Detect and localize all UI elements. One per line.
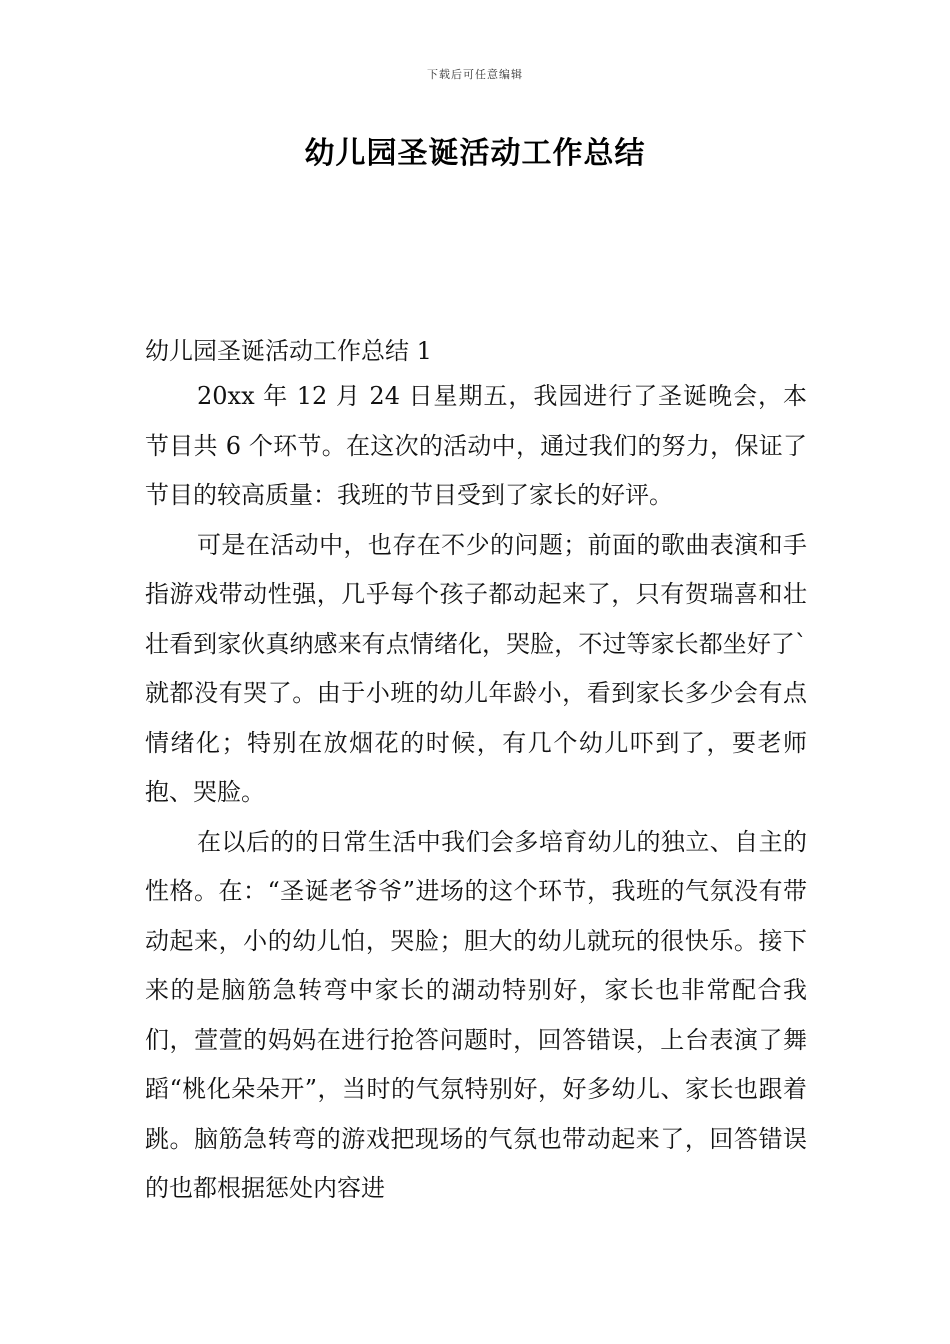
paragraph-2: 可是在活动中，也存在不少的问题；前面的歌曲表演和手指游戏带动性强，几乎每个孩子都动起来了，只有贺瑞喜和壮壮看到家伙真纳感来有点情绪化，哭脸，不过等家长都坐好了`就都没有哭了。由于小班的幼儿年龄小，看到家长多少会有点情绪化；特别在放烟花的时候，有几个幼儿吓到了，要老师抱、哭脸。 xyxy=(145,530,807,806)
header-note: 下载后可任意编辑 xyxy=(427,68,523,81)
section-heading: 幼儿园圣诞活动工作总结 1 xyxy=(145,337,432,365)
paragraph-3: 在以后的的日常生活中我们会多培育幼儿的独立、自主的性格。在：“圣诞老爷爷”进场的这个环节，我班的气氛没有带动起来，小的幼儿怕，哭脸；胆大的幼儿就玩的很快乐。接下来的是脑筋急转弯中家长的湖动特别好，家长也非常配合我们，萱萱的妈妈在进行抢答问题时，回答错误，上台表演了舞蹈“桃化朵朵开”，当时的气氛特别好，好多幼儿、家长也跟着跳。脑筋急转弯的游戏把现场的气氛也带动起来了，回答错误的也都根据惩处内容进 xyxy=(145,827,807,1202)
document-body xyxy=(145,330,807,1214)
paragraph-1: 20xx 年 12 月 24 日星期五，我园进行了圣诞晚会，本节目共 6 个环节。在这次的活动中，通过我们的努力，保证了节目的较高质量：我班的节目受到了家长的好评。 xyxy=(145,382,807,509)
document-title: 幼儿园圣诞活动工作总结 xyxy=(304,136,646,171)
